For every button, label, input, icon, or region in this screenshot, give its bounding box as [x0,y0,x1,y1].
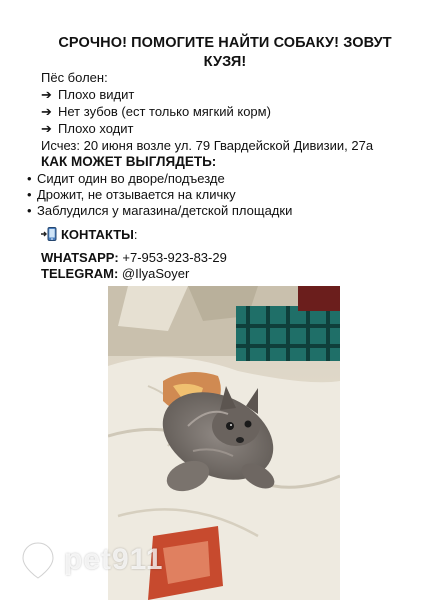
appearance-item [27,203,292,219]
bullet-icon: • [27,187,32,202]
arrow-right-icon: ➔ [41,87,52,102]
appearance-item [27,187,236,203]
appearance-text: Дрожит, не отзывается на кличку [37,187,236,202]
watermark-text: pet911 [64,543,164,576]
contacts-title [61,227,138,243]
appearance-item [27,171,225,187]
arrow-right-icon: ➔ [41,104,52,119]
contacts-colon: : [133,227,138,242]
symptom-text: Нет зубов (ест только мягкий корм) [58,104,271,119]
page-title: СРОЧНО! ПОМОГИТЕ НАЙТИ СОБАКУ! ЗОВУТ КУЗЯ! [58,35,392,70]
contacts-heading: КОНТАКТЫ [61,227,134,242]
bullet-icon: • [27,203,32,218]
whatsapp-number[interactable]: +7-953-923-83-29 [122,250,227,265]
symptoms-heading: Пёс болен: [41,70,108,85]
symptom-item [41,121,133,137]
appearance-heading: КАК МОЖЕТ ВЫГЛЯДЕТЬ: [41,154,217,169]
whatsapp-label: WHATSAPP: [41,250,119,265]
lost-info: Исчез: 20 июня возле ул. 79 Гвардейской Дивизии, 27а [41,138,374,153]
location-pin-icon [18,540,58,580]
symptom-text: Плохо видит [58,87,135,102]
telegram-label: TELEGRAM: [41,266,119,281]
symptom-text: Плохо ходит [58,121,134,136]
telegram-handle[interactable]: @IlyaSoyer [121,266,190,281]
bullet-icon: • [27,171,32,186]
watermark [18,540,228,580]
telegram-line [41,266,189,282]
appearance-text: Заблудился у магазина/детской площадки [37,203,293,218]
mobile-phone-icon [40,227,58,241]
arrow-right-icon: ➔ [41,121,52,136]
appearance-text: Сидит один во дворе/подъезде [37,171,225,186]
symptom-item [41,87,134,103]
whatsapp-line [41,250,227,266]
symptom-item [41,104,271,120]
